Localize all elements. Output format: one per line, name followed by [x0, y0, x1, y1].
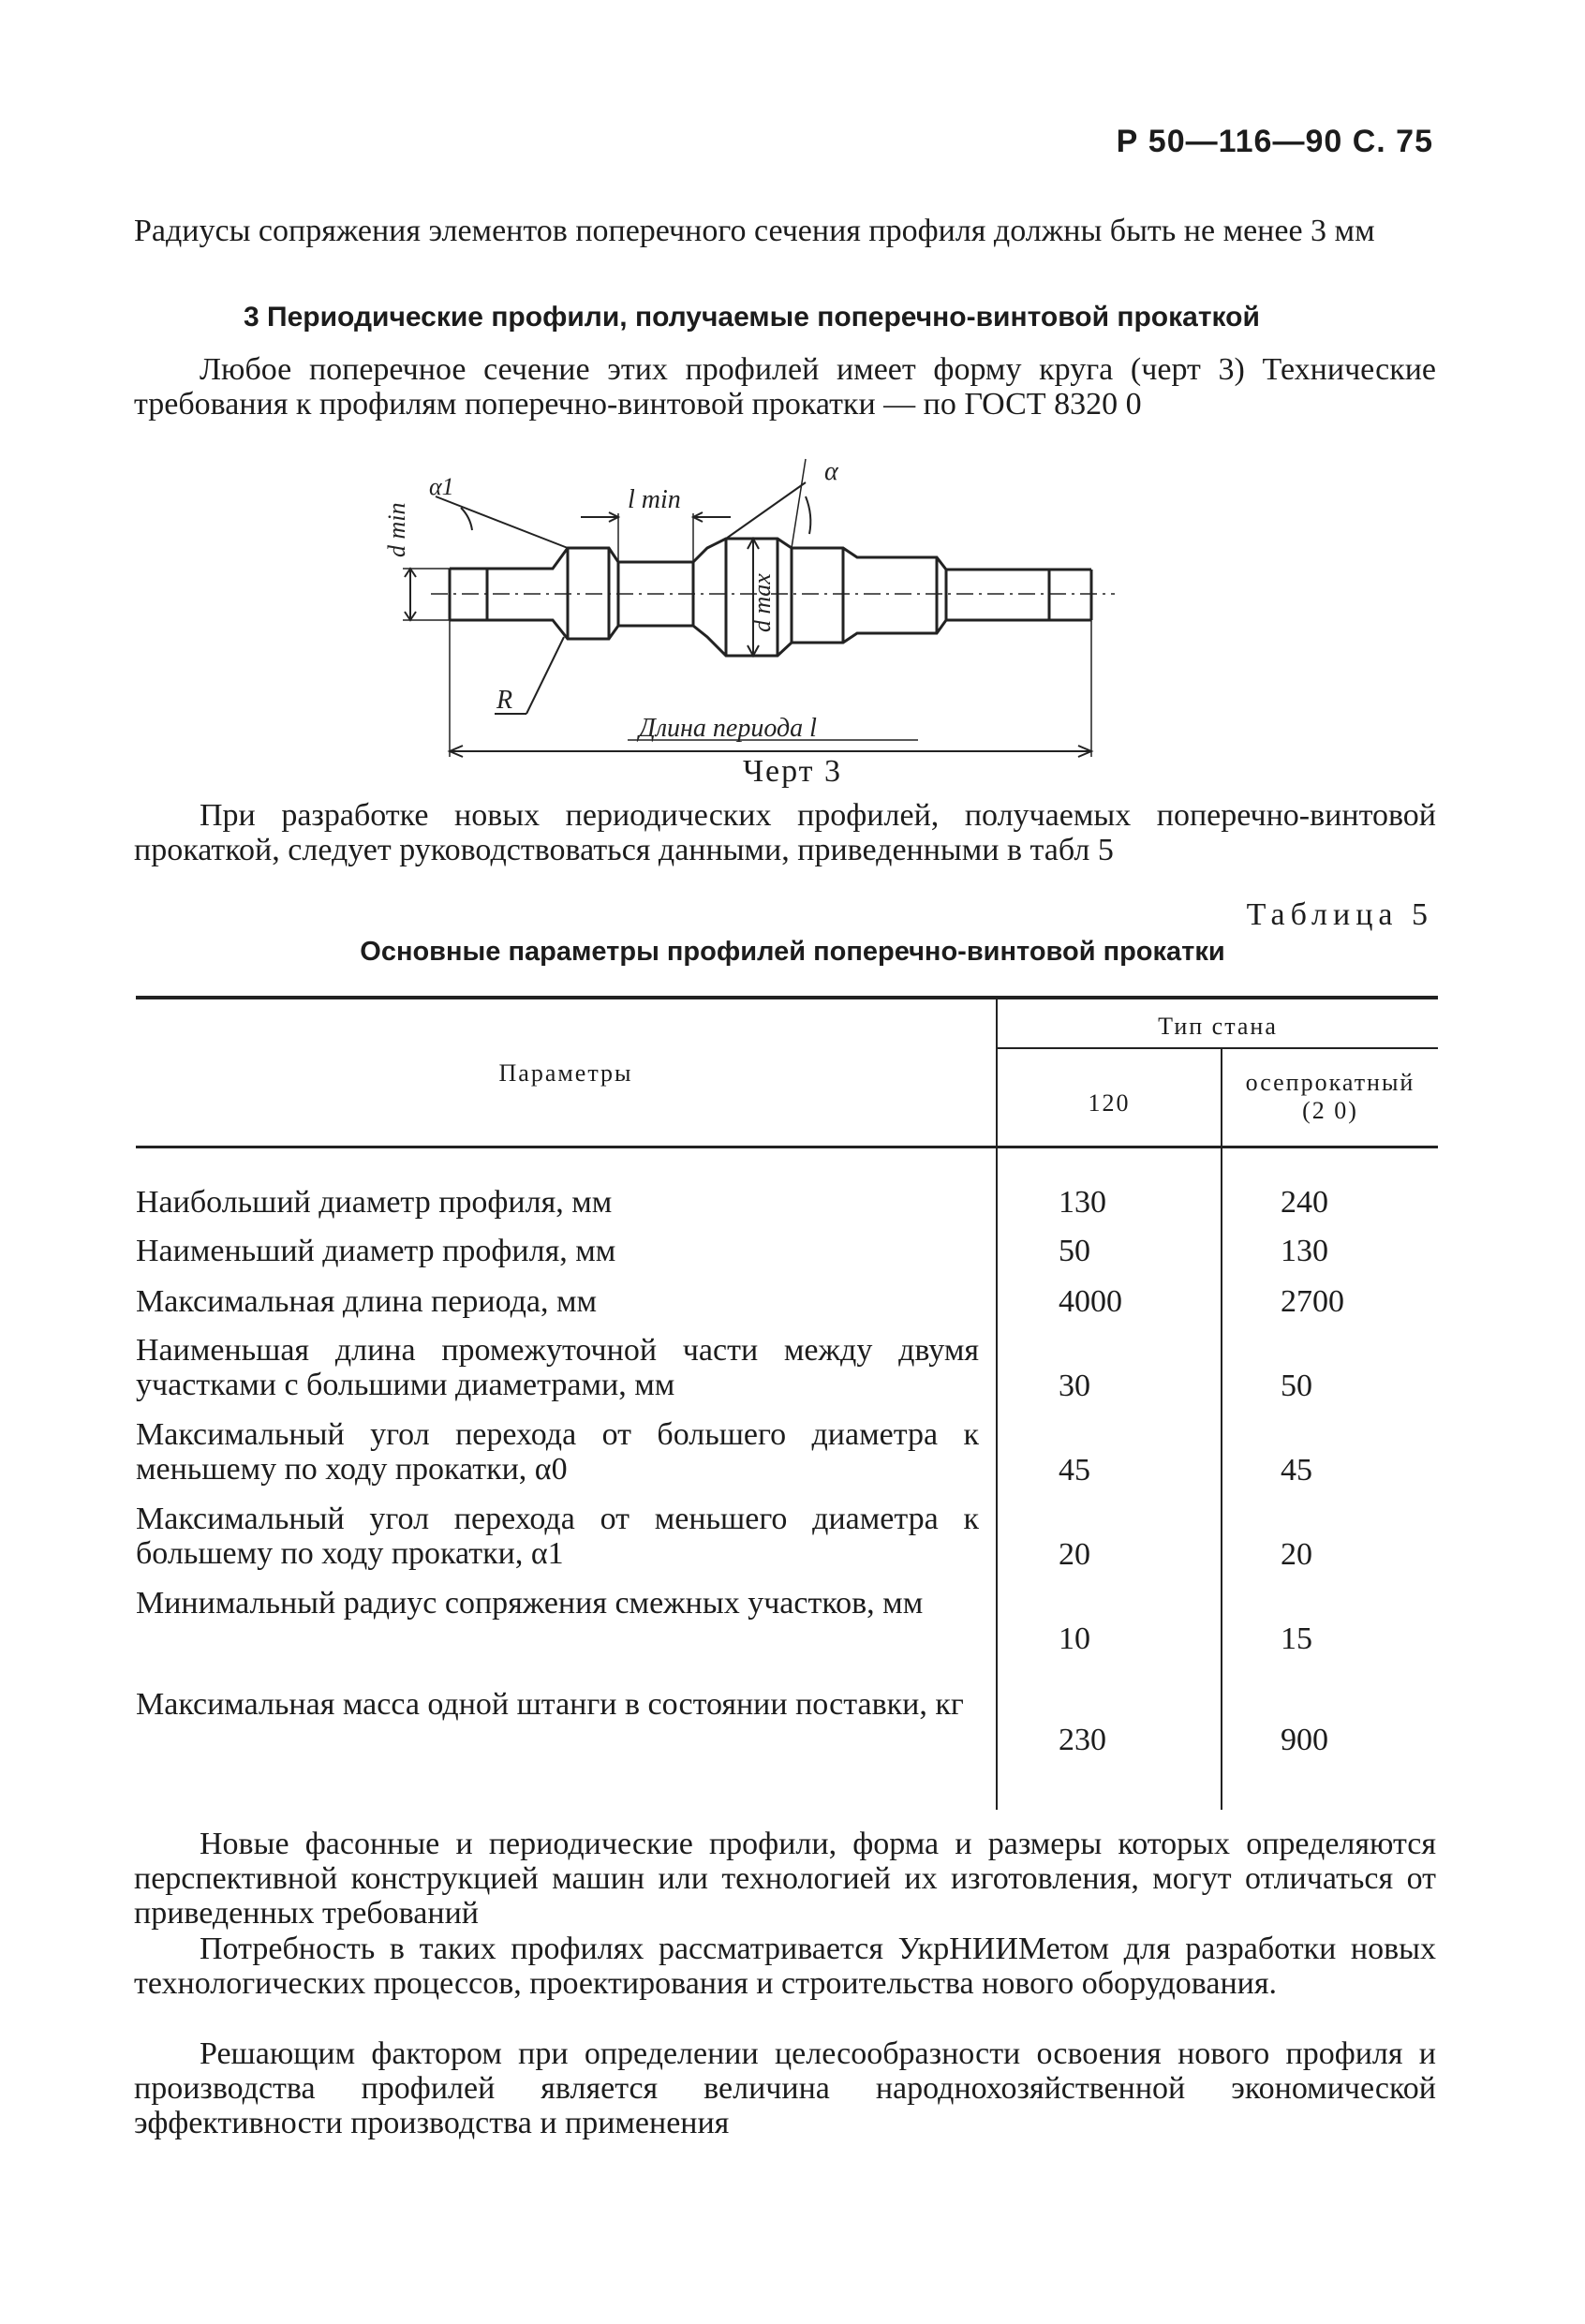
header-mill-type: Тип стана	[1158, 1013, 1278, 1040]
label-d-max: d max	[748, 573, 776, 632]
parameters-table	[136, 988, 1438, 1813]
table-row-param: Максимальный угол перехода от большего диаметра к меньшему по ходу прокатки, α0	[136, 1417, 979, 1487]
table-header-split-rule	[998, 1047, 1438, 1049]
table-row-val-axial: 900	[1281, 1723, 1328, 1757]
page-header: Р 50—116—90 С. 75	[1116, 124, 1433, 159]
header-parameters: Параметры	[498, 1059, 633, 1087]
label-r: R	[496, 686, 513, 715]
table-row-val-axial: 20	[1281, 1537, 1312, 1572]
table-header-bottom-rule	[136, 1146, 1438, 1148]
table-row-val-axial: 50	[1281, 1369, 1312, 1403]
table-row-param: Максимальная длина периода, мм	[136, 1284, 598, 1319]
table-row-param: Максимальный угол перехода от меньшего диаметра к большему по ходу прокатки, α1	[136, 1502, 979, 1571]
header-col-120: 120	[1088, 1089, 1131, 1117]
label-alpha: α	[824, 457, 838, 486]
table-row-val-120: 50	[1059, 1234, 1090, 1268]
table-row-val-120: 4000	[1059, 1284, 1122, 1319]
table-row-val-120: 20	[1059, 1537, 1090, 1572]
table-title: Основные параметры профилей поперечно-винтовой прокатки	[360, 937, 1225, 967]
table-top-rule	[136, 996, 1438, 999]
table-row-val-axial: 45	[1281, 1453, 1312, 1488]
table-row-val-axial: 2700	[1281, 1284, 1344, 1319]
intro-paragraph: Радиусы сопряжения элементов поперечного сечения профиля должны быть не менее 3 мм	[134, 214, 1375, 248]
table-row-val-120: 45	[1059, 1453, 1090, 1488]
table-row-param: Наибольший диаметр профиля, мм	[136, 1185, 613, 1220]
table-number: Таблица 5	[1246, 897, 1433, 932]
header-col-axial: осепрокатный (2 0)	[1245, 1069, 1415, 1124]
table-row-param: Наименьшая длина промежуточной части между двумя участками с большими диаметрами, мм	[136, 1333, 979, 1402]
table-row-val-120: 230	[1059, 1723, 1106, 1757]
table-col-divider-2	[1221, 1049, 1222, 1810]
label-period-length: Длина периода l	[639, 714, 817, 743]
profile-drawing	[383, 457, 1143, 759]
table-row-param: Максимальная масса одной штанги в состоянии поставки, кг	[136, 1687, 964, 1722]
label-alpha1: α1	[429, 473, 454, 500]
table-row-val-axial: 15	[1281, 1621, 1312, 1656]
closing-paragraph-3: Решающим фактором при определении целесообразности освоения нового профиля и производства профилей является величина народнохозяйственной экономической эффективности производства и применения	[134, 2036, 1436, 2140]
table-col-divider-1	[996, 999, 998, 1810]
table-row-param: Минимальный радиус сопряжения смежных участков, мм	[136, 1586, 924, 1621]
section-paragraph: Любое поперечное сечение этих профилей имеет форму круга (черт 3) Технические требования к профилям поперечно-винтовой прокатки — по ГОСТ 8320 0	[134, 352, 1436, 422]
table-row-val-120: 10	[1059, 1621, 1090, 1656]
label-l-min: l min	[628, 485, 681, 514]
profile-outline-top	[450, 539, 1091, 570]
figure-caption: Черт 3	[742, 754, 843, 789]
table-row-val-120: 130	[1059, 1185, 1106, 1220]
closing-paragraph-2: Потребность в таких профилях рассматривается УкрНИИМетом для разработки новых технологических процессов, проектирования и строительства нового оборудования.	[134, 1932, 1436, 2001]
table-intro-paragraph: При разработке новых периодических профилей, получаемых поперечно-винтовой прокаткой, следует руководствоваться данными, приведенными в табл 5	[134, 798, 1436, 867]
section-title: 3 Периодические профили, получаемые поперечно-винтовой прокаткой	[244, 302, 1260, 333]
table-row-val-axial: 240	[1281, 1185, 1328, 1220]
table-row-val-axial: 130	[1281, 1234, 1328, 1268]
table-row-val-120: 30	[1059, 1369, 1090, 1403]
label-d-min: d min	[383, 502, 410, 557]
table-row-param: Наименьший диаметр профиля, мм	[136, 1234, 616, 1268]
closing-paragraph-1: Новые фасонные и периодические профили, форма и размеры которых определяются перспективной конструкцией машин или технологией их изготовления, могут отличаться от приведенных требований	[134, 1827, 1436, 1931]
